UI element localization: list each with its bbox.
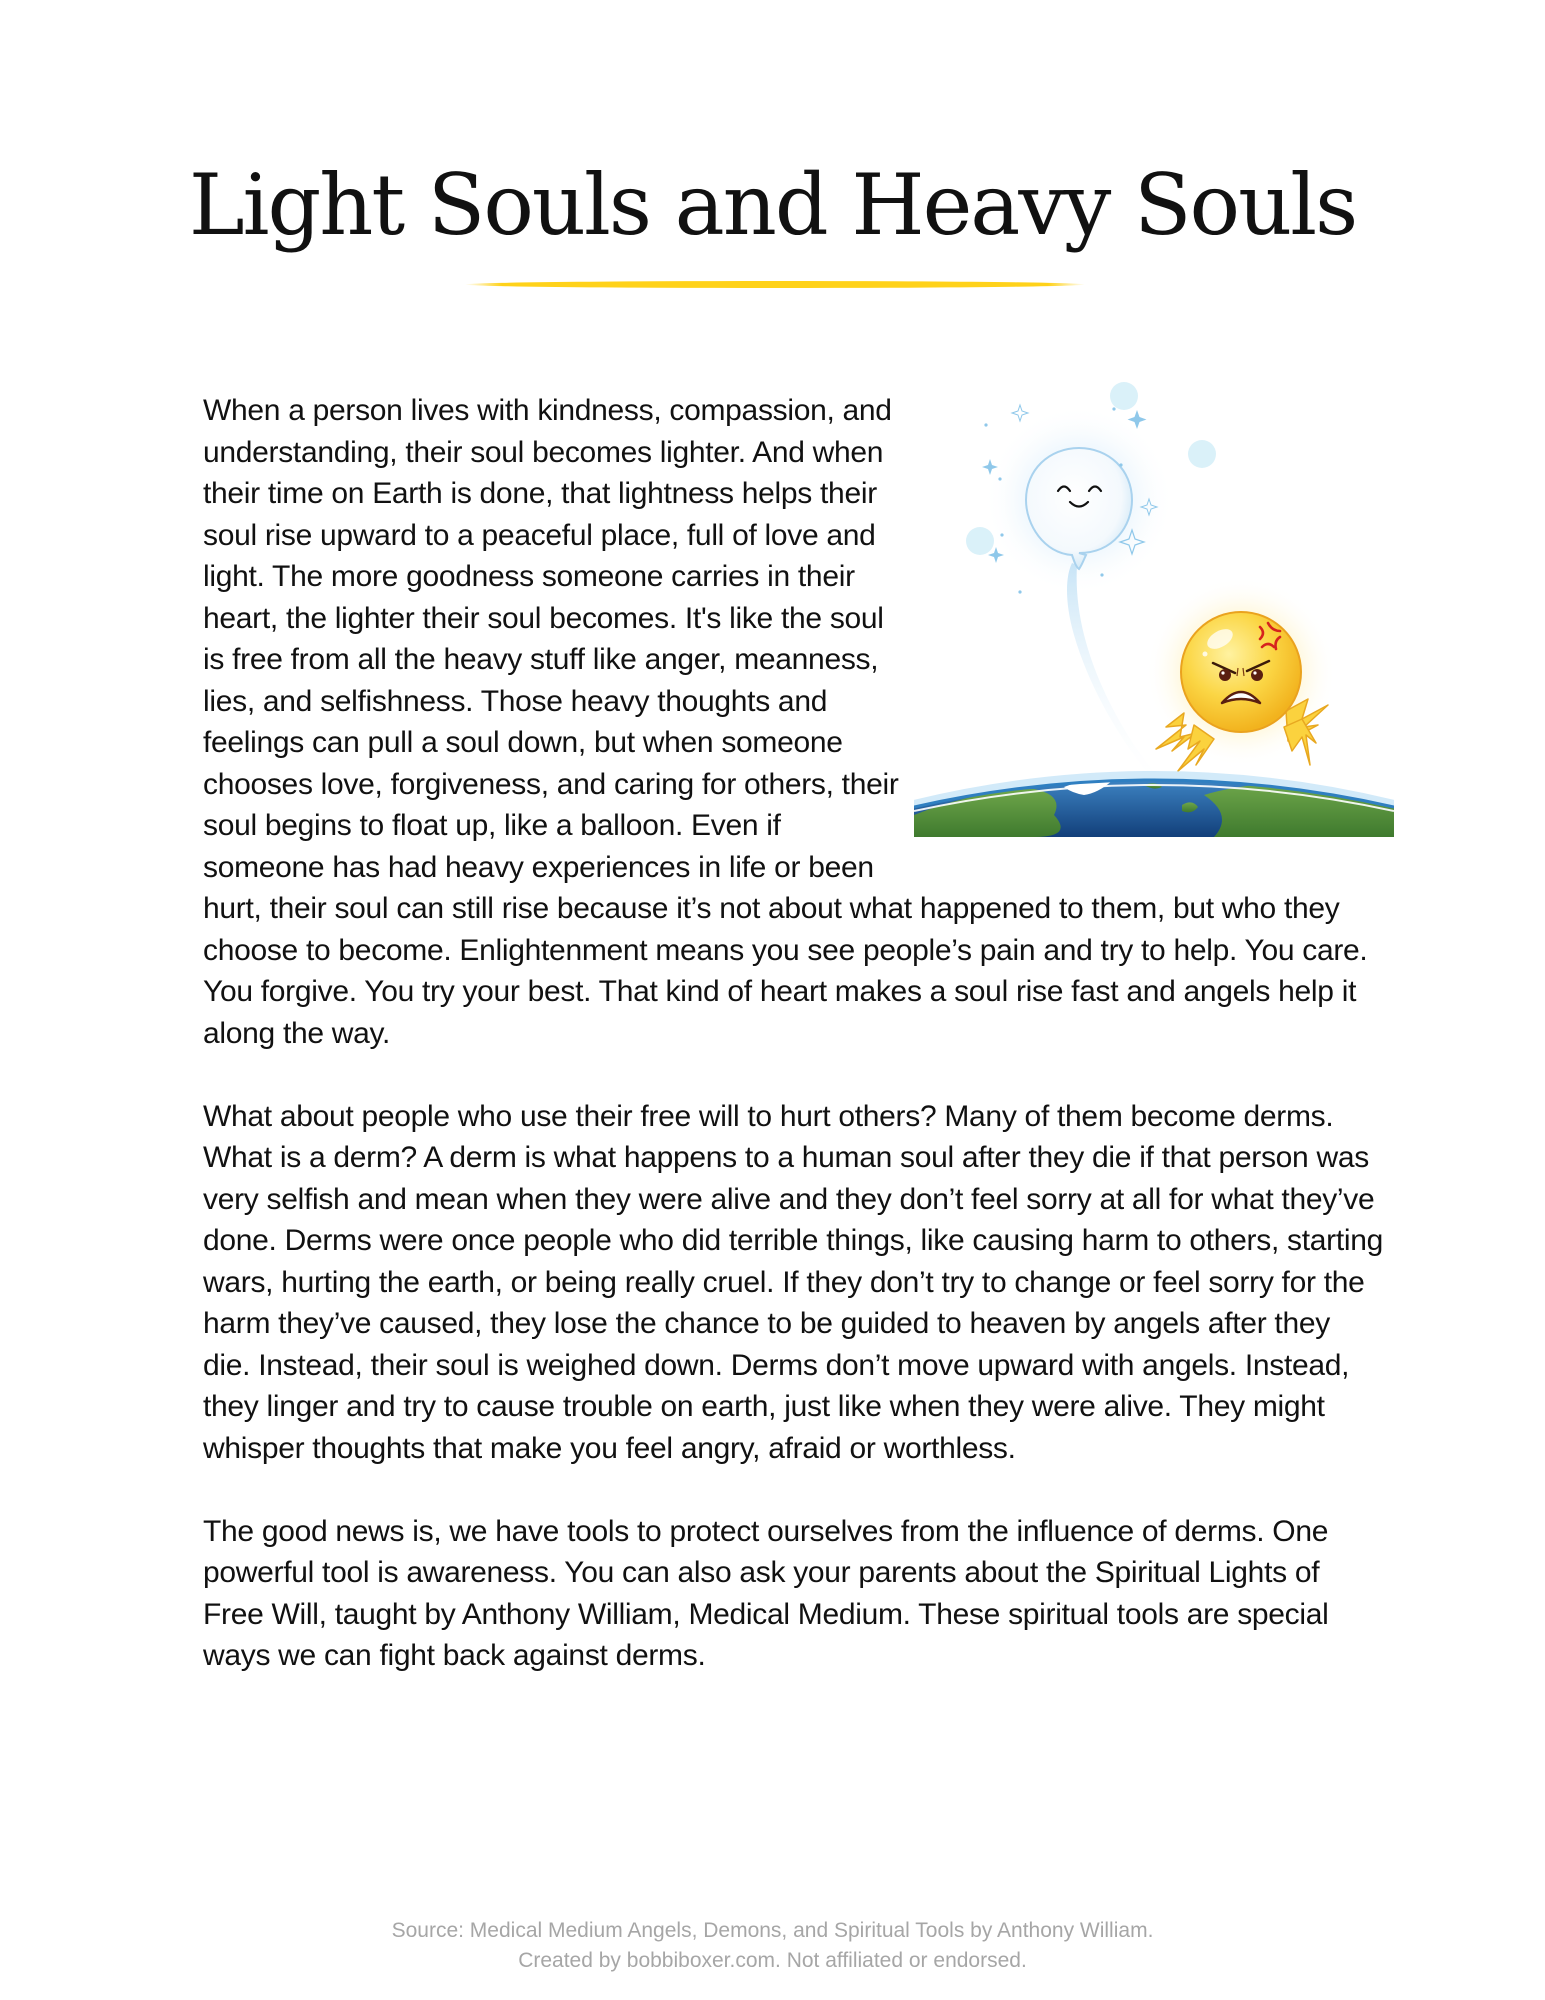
souls-illustration bbox=[914, 375, 1394, 837]
earth-horizon-icon bbox=[914, 776, 1394, 837]
paragraph-tools: The good news is, we have tools to protect ourselves from the influence of derms. One powerful tool is awareness. You can also ask your parents about the Spiritual Lights of Free Will, taught by Anthony William, Medical Medium. These spiritual tools are special ways we can fight back against derms. bbox=[203, 1514, 1329, 1672]
footer-source-line: Source: Medical Medium Angels, Demons, and Spiritual Tools by Anthony William. bbox=[391, 1919, 1154, 1942]
source-footer bbox=[0, 1916, 1545, 1976]
title-underline-divider bbox=[465, 281, 1085, 288]
article-body bbox=[203, 390, 1383, 1718]
paragraph-derms: What about people who use their free will to hurt others? Many of them become derms. What is a derm? A derm is what happens to a human soul after they die if that person was very selfish and mean when they were alive and they don’t feel sorry at all for what they’ve done. Derms were once people who did terrible things, like causing harm to others, starting wars, hurting the earth, or being really cruel. If they don’t try to change or feel sorry for the harm they’ve caused, they lose the chance to be guided to heaven by angels after they die. Instead, their soul is weighed down. Derms don’t move upward with angels. Instead, they linger and try to cause trouble on earth, just like when they were alive. They might whisper thoughts that make you feel angry, afraid or worthless. bbox=[203, 1099, 1383, 1465]
paragraph-light-souls: When a person lives with kindness, compassion, and understanding, their soul becomes lighter. And when their time on Earth is done, that lightness helps their soul rise upward to a peaceful place, full of love and light. The more goodness someone carries in their heart, the lighter their soul becomes. It's like the soul is free from all the heavy stuff like anger, meanness, lies, and selfishness. Those heavy thoughts and feelings can pull a soul down, but when someone chooses love, forgiveness, and caring for others, their soul begins to float up, like a balloon. Even if someone has had heavy experiences in life or been hurt, their soul can still rise because it’s not about what happened to them, but who they choose to become. Enlightenment means you see people’s pain and try to help. You care. You forgive. You try your best. That kind of heart makes a soul rise fast and angels help it along the way. bbox=[203, 394, 1368, 1050]
bubble-icon bbox=[1110, 382, 1138, 410]
angry-sun-icon bbox=[1146, 577, 1336, 771]
bubble-icon bbox=[1188, 440, 1216, 468]
light-soul-icon bbox=[984, 405, 1174, 795]
footer-credit-line: Created by bobbiboxer.com. Not affiliated or endorsed. bbox=[518, 1949, 1027, 1972]
page-title: Light Souls and Heavy Souls bbox=[188, 156, 1357, 254]
